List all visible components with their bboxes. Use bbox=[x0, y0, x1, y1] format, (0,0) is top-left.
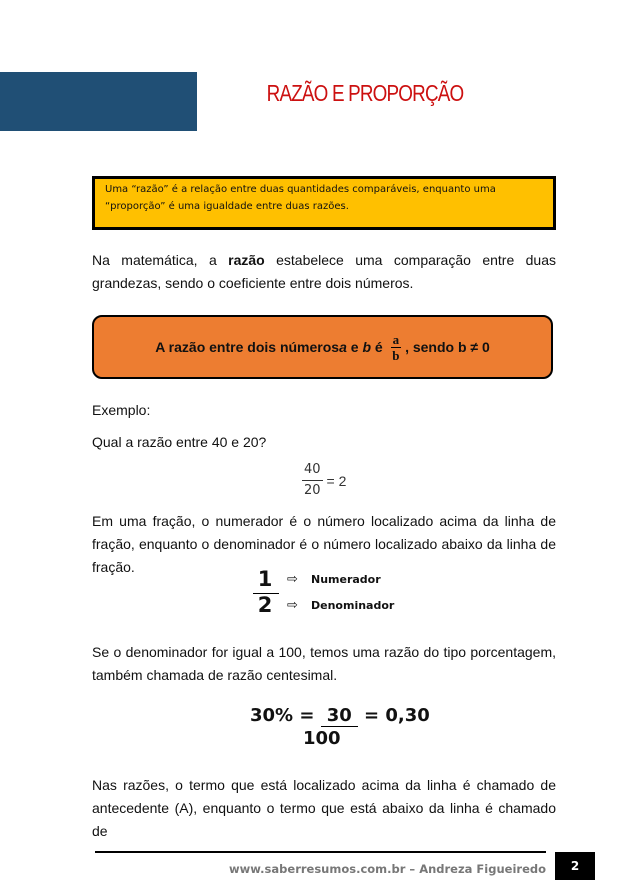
var-b: b bbox=[362, 339, 371, 355]
footer-credit: www.saberresumos.com.br – Andreza Figueiredo bbox=[229, 862, 546, 876]
percent-denominator: 100 bbox=[303, 728, 341, 749]
definition-box bbox=[92, 315, 553, 379]
terms-paragraph: Nas razões, o termo que está localizado acima da linha é chamado de antecedente (A), enquanto o termo que está abaixo da linha é chamado de bbox=[92, 777, 556, 839]
percent-formula bbox=[250, 705, 430, 749]
fraction-diagram bbox=[253, 566, 394, 618]
fraction-a-over-b bbox=[391, 332, 402, 363]
definition-suffix: , sendo b ≠ 0 bbox=[405, 339, 490, 355]
definition-prefix: A razão entre dois números bbox=[155, 339, 340, 355]
example-formula bbox=[298, 460, 346, 501]
intro-paragraph bbox=[92, 249, 556, 295]
page-title: RAZÃO E PROPORÇÃO bbox=[266, 80, 464, 106]
denominator-digit: 2 bbox=[257, 593, 273, 617]
header-accent-bar bbox=[0, 72, 197, 131]
arrow-right-icon: ⇨ bbox=[287, 571, 298, 586]
frac-numerator: a bbox=[392, 331, 400, 347]
percent-numerator: 30 bbox=[321, 705, 358, 727]
frac-numerator: 40 bbox=[302, 460, 323, 481]
page-number: 2 bbox=[555, 852, 595, 880]
percent-right: = 0,30 bbox=[357, 705, 430, 726]
summary-note-box: Uma “razão” é a relação entre duas quantidades comparáveis, enquanto uma “proporção” é uma igualdade entre duas razões. bbox=[92, 176, 556, 230]
definition-and: e bbox=[346, 339, 363, 355]
numerator-label: Numerador bbox=[311, 572, 381, 586]
numerator-digit: 1 bbox=[257, 567, 273, 591]
arrow-right-icon: ⇨ bbox=[287, 597, 298, 612]
frac-denominator: 20 bbox=[304, 483, 321, 498]
fraction-40-20 bbox=[302, 460, 323, 501]
intro-bold-term: razão bbox=[228, 252, 265, 268]
fraction-paragraph: Em uma fração, o numerador é o número localizado acima da linha de fração, enquanto o denominador é o número localizado abaixo da linha de fração. bbox=[92, 513, 556, 575]
fraction-line bbox=[253, 593, 279, 594]
example-question: Qual a razão entre 40 e 20? bbox=[92, 434, 267, 450]
frac-denominator: b bbox=[392, 347, 400, 363]
denominator-label: Denominador bbox=[311, 598, 395, 612]
intro-text-rest: estabelece uma comparação entre duas grandezas, sendo o coeficiente entre dois números. bbox=[92, 252, 556, 291]
example-label: Exemplo: bbox=[92, 402, 151, 418]
definition-is: é bbox=[371, 339, 387, 355]
formula-result: = 2 bbox=[326, 472, 347, 489]
percent-paragraph: Se o denominador for igual a 100, temos uma razão do tipo porcentagem, também chamada de razão centesimal. bbox=[92, 644, 556, 683]
footer-divider bbox=[95, 851, 546, 853]
percent-left: 30% = bbox=[250, 705, 321, 726]
intro-text: Na matemática, a bbox=[92, 252, 229, 268]
var-a: a bbox=[339, 339, 347, 355]
